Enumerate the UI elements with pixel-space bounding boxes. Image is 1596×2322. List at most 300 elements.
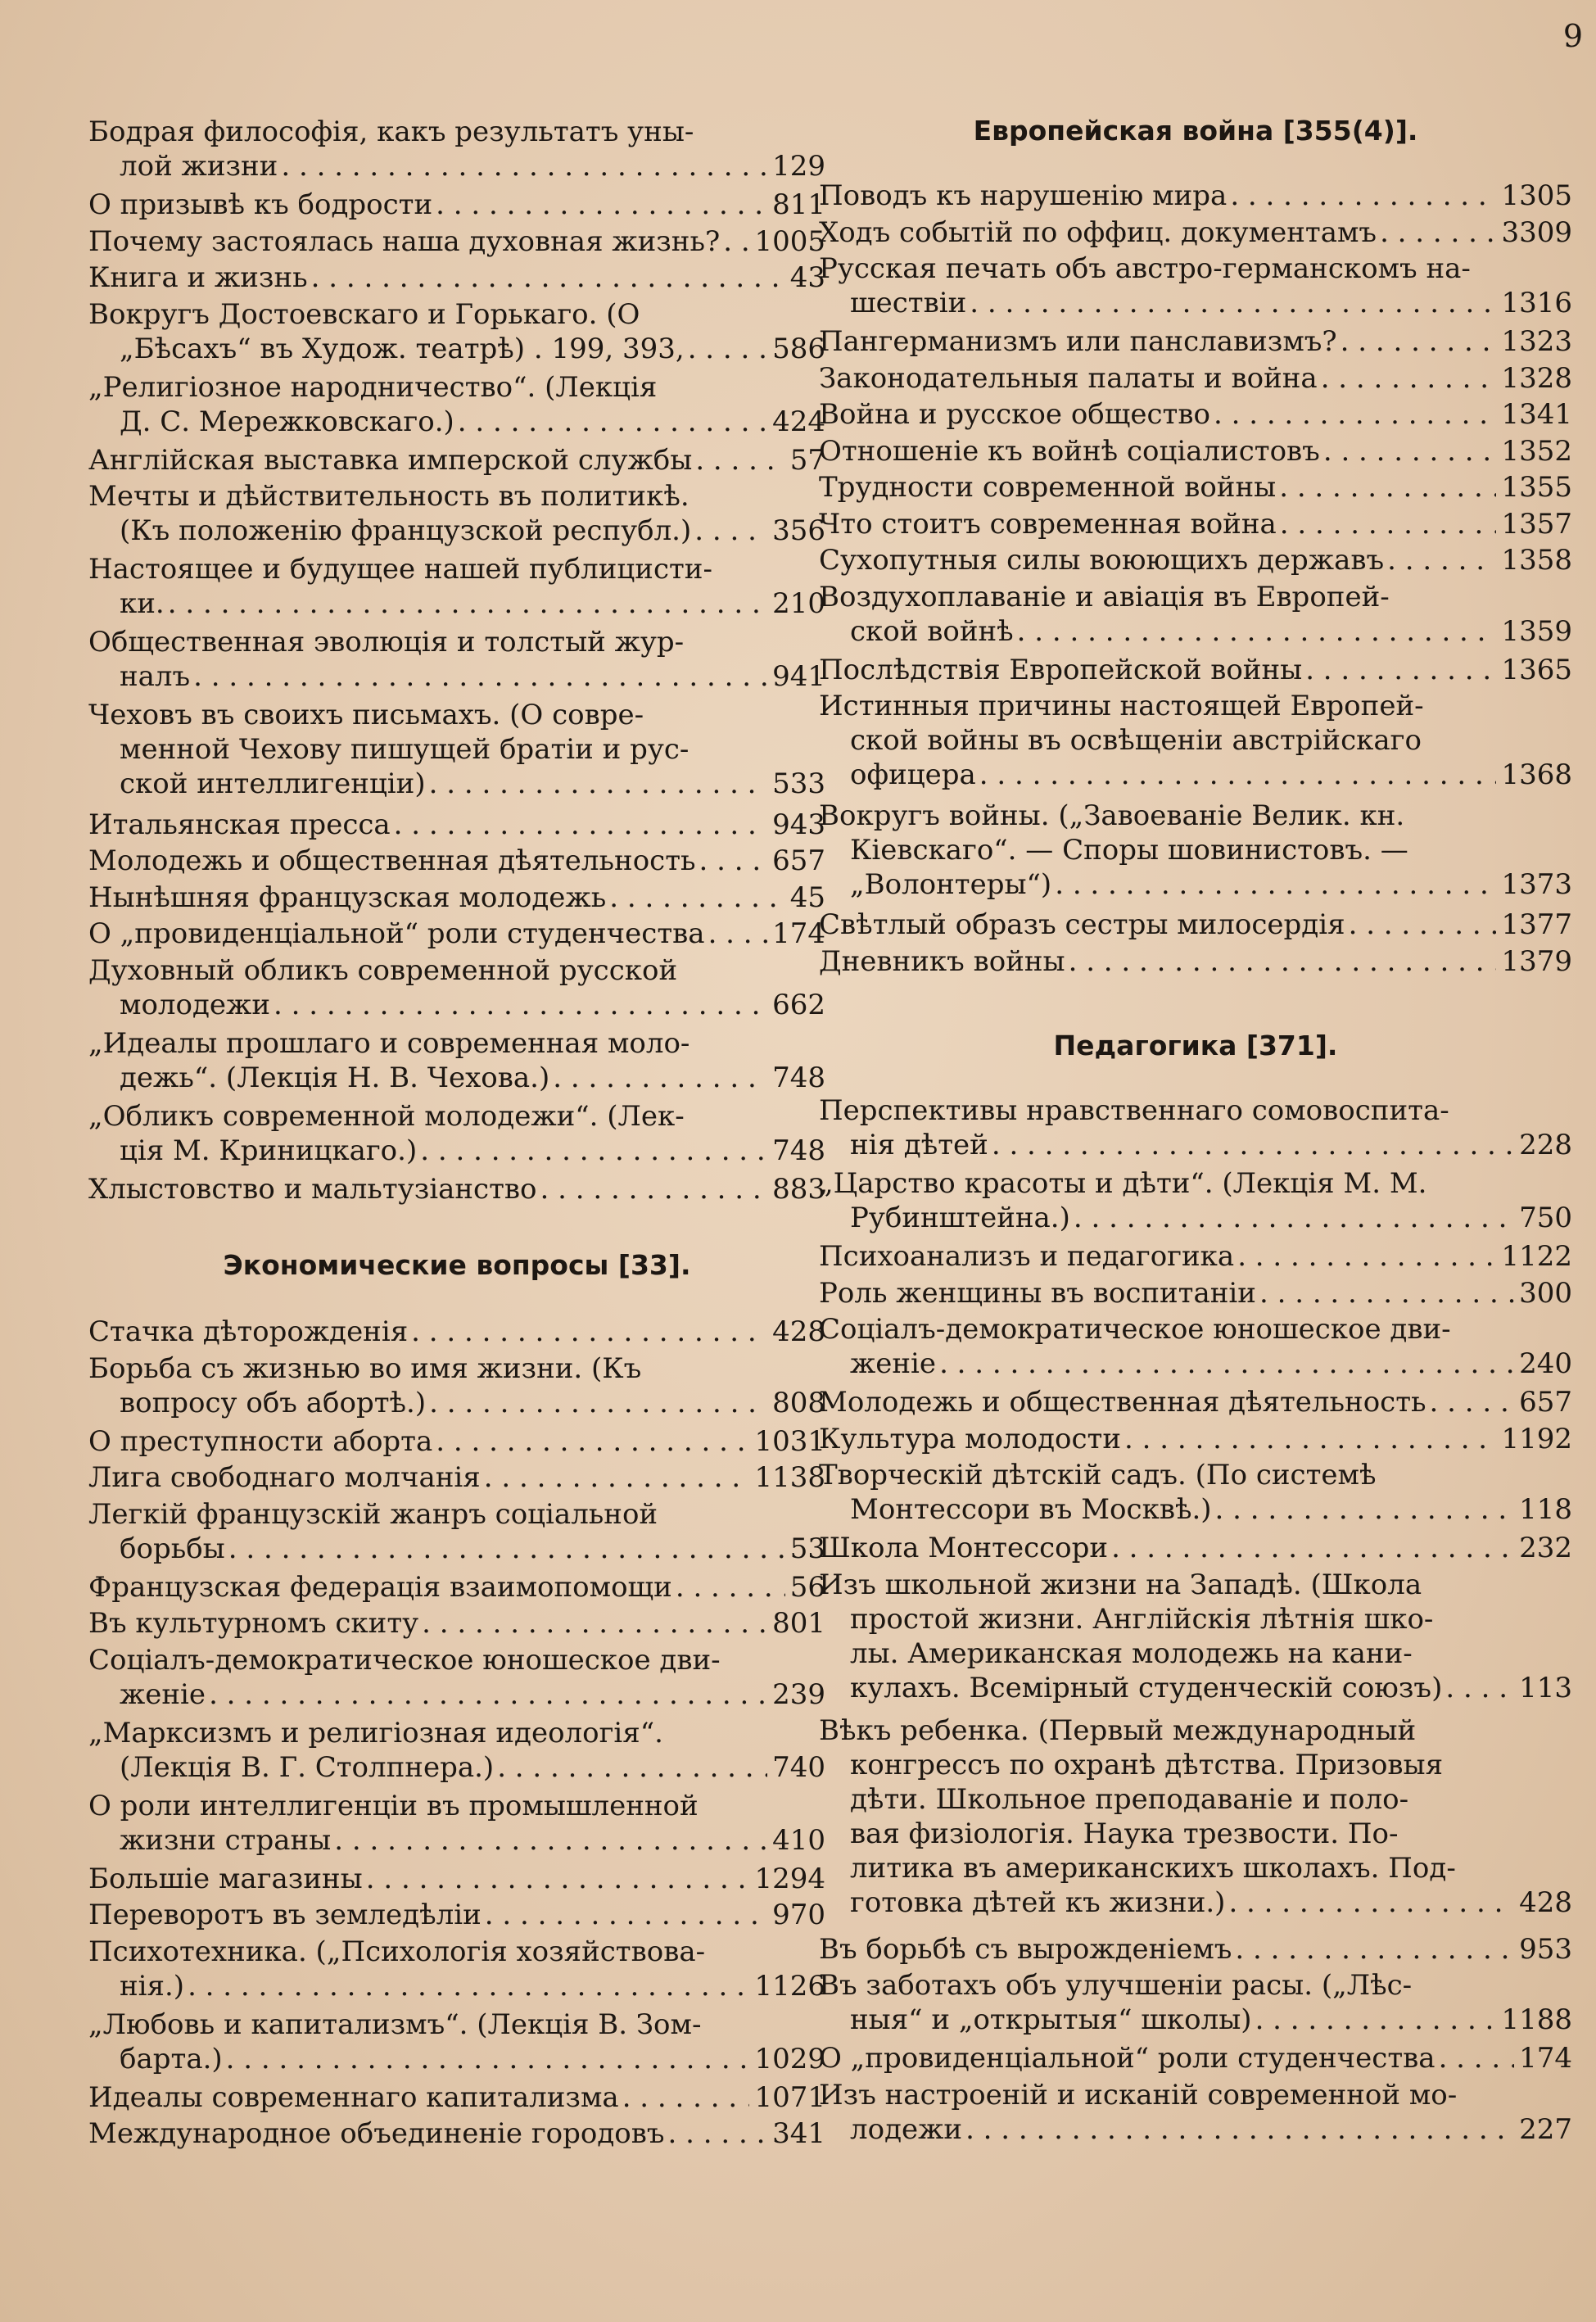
entry-title-line: „Идеалы прошлаго и современная моло- [88, 1026, 690, 1060]
leader-dots [1435, 2041, 1515, 2075]
entry-title-line: готовка дѣтей къ жизни.) [850, 1885, 1226, 1919]
toc-entry [88, 1716, 825, 1785]
leader-dots [1442, 1671, 1514, 1705]
toc-entry [819, 1932, 1572, 1967]
entry-page-number: 1355 [1501, 471, 1572, 504]
leader-dots [988, 1128, 1514, 1162]
toc-entry [88, 844, 825, 878]
entry-title-line: Трудности современной войны [819, 471, 1277, 504]
entry-page-number: 341 [772, 2117, 825, 2150]
entry-title-line: простой жизни. Англійскія лѣтнія шко- [850, 1602, 1434, 1636]
entry-title-line: дѣти. Школьное преподаваніе и поло- [850, 1782, 1409, 1816]
entry-page-number: 1341 [1501, 398, 1572, 431]
entry-page-number: 232 [1519, 1532, 1572, 1564]
entry-title-line: „Волонтеры“) [850, 867, 1052, 901]
leader-dots [1256, 1276, 1514, 1310]
leader-dots [720, 224, 749, 259]
toc-entry [819, 434, 1572, 468]
entry-title-line: ція М. Криницкаго.) [120, 1134, 418, 1167]
entry-page-number: 1005 [754, 224, 825, 258]
entry-title-line: Молодежь и общественная дѣятельность [88, 844, 696, 877]
entry-title-line: Молодежь и общественная дѣятельность [819, 1386, 1426, 1419]
entry-page-number: 210 [772, 587, 825, 620]
toc-entry [88, 1898, 825, 1932]
entry-page-number: 1373 [1501, 867, 1572, 901]
leader-dots [190, 659, 767, 694]
leader-dots [454, 405, 767, 439]
entry-page-number: 586 [772, 332, 825, 365]
entry-page-number: 129 [772, 150, 825, 183]
toc-entry [88, 1606, 825, 1641]
entry-title-line: Переворотъ въ земледѣліи [88, 1899, 482, 1931]
toc-entry [88, 1351, 825, 1420]
entry-page-number: 883 [772, 1172, 825, 1206]
entry-title-line: (Къ положенію французской республ.) [120, 514, 692, 547]
leader-dots [962, 2112, 1514, 2147]
entry-title-line: ской интеллигенціи) [120, 767, 426, 800]
toc-entry [819, 1385, 1572, 1419]
entry-title-line: Почему застоялась наша духовная жизнь? [88, 224, 721, 258]
leader-dots [225, 1532, 785, 1566]
leader-dots [1232, 1932, 1514, 1967]
leader-dots [432, 1424, 749, 1459]
leader-dots [165, 586, 767, 621]
entry-title-line: Творческій дѣтскій садъ. (По системѣ [819, 1459, 1377, 1491]
entry-page-number: 533 [772, 767, 825, 800]
entry-page-number: 1192 [1501, 1422, 1572, 1455]
entry-title-line: Вокругъ войны. („Завоеваніе Велик. кн. [819, 799, 1405, 832]
toc-entry [819, 1312, 1572, 1381]
entry-title-line: Большіе магазины [88, 1862, 363, 1895]
entry-title-line: Послѣдствія Европейской войны [819, 653, 1303, 686]
entry-title-line: Ходъ событій по оффиц. документамъ [819, 215, 1377, 249]
entry-title-line: Общественная эволюція и толстый жур- [88, 626, 685, 659]
entry-title-line: Вокругъ Достоевскаго и Горькаго. (О [88, 297, 640, 331]
entry-page-number: 356 [772, 514, 825, 547]
leader-dots [1225, 1885, 1514, 1920]
entry-page-number: 1126 [754, 1969, 825, 2003]
toc-entry [819, 2041, 1572, 2075]
entry-title-line: барта.) [120, 2042, 223, 2075]
entry-page-number: 428 [1519, 1885, 1572, 1919]
entry-title-line: Сухопутныя силы воюющихъ державъ [819, 544, 1385, 577]
leader-dots [1302, 653, 1496, 687]
entry-title-line: жизни страны [120, 1823, 332, 1857]
toc-entry [88, 808, 825, 842]
leader-dots [1345, 908, 1497, 942]
toc-entry [819, 689, 1572, 792]
toc-entry [88, 1315, 825, 1349]
leader-dots [1318, 361, 1497, 396]
entry-page-number: 1323 [1501, 325, 1572, 358]
entry-title-line: лой жизни [120, 150, 278, 183]
toc-entry [88, 1497, 825, 1566]
entry-page-number: 750 [1519, 1202, 1572, 1234]
entry-title-line: Соціалъ-демократическое юношеское дви- [819, 1313, 1451, 1346]
toc-entry [88, 188, 825, 222]
entry-page-number: 1122 [1501, 1240, 1572, 1273]
leader-dots [976, 758, 1497, 792]
toc-entry [88, 1424, 825, 1459]
entry-title-line: Настоящее и будущее нашей публицисти- [88, 553, 712, 586]
toc-entry [819, 543, 1572, 577]
entry-title-line: Школа Монтессори [819, 1532, 1109, 1564]
entry-page-number: 748 [772, 1061, 825, 1094]
entry-title-line: Борьба съ жизнью во имя жизни. (Къ [88, 1351, 642, 1385]
entry-title-line: Истинныя причины настоящей Европей- [819, 690, 1424, 722]
entry-title-line: Роль женщины въ воспитаніи [819, 1276, 1256, 1310]
leader-dots [278, 149, 767, 183]
leader-dots [1337, 324, 1497, 359]
entry-title-line: О „провиденціальной“ роли студенчества [88, 917, 705, 950]
entry-title-line: женіе [120, 1677, 206, 1711]
entry-page-number: 57 [789, 443, 825, 477]
entry-page-number: 118 [1519, 1493, 1572, 1526]
entry-title-line: нія.) [120, 1969, 185, 2003]
entry-page-number: 227 [1519, 2112, 1572, 2146]
entry-page-number: 1294 [754, 1862, 825, 1895]
entry-page-number: 801 [772, 1607, 825, 1640]
entry-title-line: нія дѣтей [850, 1129, 988, 1161]
entry-title-line: Хлыстовство и мальтузіанство [88, 1172, 537, 1206]
toc-entry [88, 698, 825, 801]
entry-title-line: Въ культурномъ скиту [88, 1607, 419, 1640]
toc-entry [819, 1093, 1572, 1162]
toc-entry [88, 1789, 825, 1858]
entry-title-line: кулахъ. Всемірный студенческій союзъ) [850, 1671, 1443, 1704]
leader-dots [936, 1347, 1514, 1381]
toc-entry [88, 297, 825, 366]
entry-title-line: Отношеніе къ войнѣ соціалистовъ [819, 434, 1320, 468]
entry-title-line: женіе [850, 1347, 937, 1380]
leader-dots [537, 1172, 768, 1206]
toc-entry [88, 370, 825, 439]
leader-dots [494, 1750, 767, 1785]
toc-entry [88, 1099, 825, 1168]
leader-dots [1384, 543, 1496, 577]
leader-dots [606, 880, 785, 915]
entry-page-number: 424 [772, 405, 825, 438]
entry-page-number: 1379 [1501, 944, 1572, 978]
entry-title-line: Въ борьбѣ съ вырожденіемъ [819, 1932, 1232, 1966]
entry-title-line: Нынѣшняя французская молодежь [88, 880, 607, 914]
entry-page-number: 174 [1519, 2042, 1572, 2075]
leader-dots [1252, 2003, 1497, 2037]
toc-entry [819, 361, 1572, 396]
entry-page-number: 657 [1519, 1386, 1572, 1419]
entry-title-line: „Бѣсахъ“ въ Худож. театрѣ) . 199, 393, [120, 332, 685, 365]
toc-entry [819, 944, 1572, 979]
entry-title-line: Итальянская пресса [88, 808, 391, 841]
entry-title-line: Международное объединеніе городовъ [88, 2117, 665, 2150]
toc-entry [819, 908, 1572, 942]
toc-entry [819, 251, 1572, 320]
toc-entry [88, 1172, 825, 1206]
entry-title-line: конгрессъ по охранѣ дѣтства. Призовыя [850, 1748, 1444, 1781]
entry-title-line: менной Чехову пишущей братіи и рус- [120, 733, 689, 766]
toc-entry [88, 953, 825, 1022]
toc-entry [819, 1276, 1572, 1310]
entry-page-number: 53 [789, 1532, 825, 1565]
leader-dots [408, 1315, 767, 1349]
toc-entry [819, 324, 1572, 359]
leader-dots [705, 917, 768, 951]
entry-page-number: 740 [772, 1750, 825, 1784]
entry-title-line: вая физіологія. Наука трезвости. По- [850, 1817, 1399, 1850]
leader-dots [1320, 434, 1497, 468]
entry-title-line: Перспективы нравственнаго сомовоспита- [819, 1094, 1449, 1127]
entry-page-number: 1352 [1501, 434, 1572, 468]
entry-title-line: литика въ американскихъ школахъ. Под- [850, 1851, 1456, 1885]
entry-title-line: Что стоитъ современная война [819, 507, 1277, 541]
toc-entry [819, 215, 1572, 250]
entry-title-line: ки. [120, 587, 165, 620]
entry-title-line: молодежи [120, 988, 270, 1021]
entry-page-number: 3309 [1501, 215, 1572, 249]
entry-title-line: Психоанализъ и педагогика [819, 1240, 1235, 1273]
toc-entry [819, 1458, 1572, 1527]
entry-title-line: борьбы [120, 1532, 225, 1565]
entry-page-number: 811 [772, 188, 825, 221]
entry-title-line: Рубинштейна.) [850, 1202, 1070, 1234]
leader-dots [665, 2116, 768, 2151]
entry-page-number: 657 [772, 844, 825, 877]
leader-dots [672, 1570, 785, 1605]
entry-page-number: 43 [789, 261, 825, 294]
entry-title-line: Идеалы современнаго капитализма [88, 2080, 619, 2114]
toc-entry [819, 1531, 1572, 1565]
toc-entry [819, 580, 1572, 649]
entry-title-line: ской войны въ освѣщеніи австрійскаго [850, 724, 1422, 757]
entry-page-number: 1358 [1501, 544, 1572, 577]
leader-dots [1051, 867, 1496, 902]
entry-title-line: Лига свободнаго молчанія [88, 1461, 481, 1494]
leader-dots [619, 2080, 750, 2115]
entry-page-number: 228 [1519, 1129, 1572, 1161]
entry-title-line: Дневникъ войны [819, 944, 1065, 978]
entry-page-number: 113 [1519, 1671, 1572, 1704]
entry-title-line: Пангерманизмъ или панславизмъ? [819, 325, 1337, 358]
entry-page-number: 1328 [1501, 361, 1572, 395]
leader-dots [481, 1460, 750, 1495]
entry-page-number: 239 [772, 1677, 825, 1711]
entry-title-line: Бодрая философія, какъ результатъ уны- [88, 115, 694, 148]
entry-page-number: 1365 [1501, 653, 1572, 686]
toc-entry [88, 224, 825, 259]
leader-dots [696, 844, 768, 878]
entry-title-line: Воздухоплаваніе и авіація въ Европей- [819, 580, 1390, 613]
entry-title-line: Психотехника. („Психологія хозяйствова- [88, 1935, 706, 1968]
entry-title-line: Духовный обликъ современной русской [88, 953, 678, 987]
entry-title-line: Свѣтлый образъ сестры милосердія [819, 908, 1345, 941]
entry-title-line: Монтессори въ Москвѣ.) [850, 1493, 1212, 1526]
entry-page-number: 410 [772, 1823, 825, 1857]
leader-dots [426, 767, 767, 801]
leader-dots [1426, 1385, 1515, 1419]
entry-title-line: Французская федерація взаимопомощи [88, 1570, 672, 1604]
entry-title-line: О призывѣ къ бодрости [88, 188, 433, 221]
leader-dots [426, 1386, 767, 1420]
toc-entry [88, 443, 825, 478]
entry-title-line: Книга и жизнь [88, 261, 308, 294]
entry-title-line: лодежи [850, 2112, 963, 2146]
leader-dots [1276, 470, 1496, 505]
leader-dots [1212, 1492, 1515, 1527]
toc-entry [88, 260, 825, 295]
entry-page-number: 941 [772, 660, 825, 693]
entry-title-line: Кіевскаго“. — Споры шовинистовъ. — [850, 833, 1408, 867]
entry-title-line: лы. Американская молодежь на кани- [850, 1636, 1413, 1670]
toc-entry [88, 880, 825, 915]
leader-dots [1108, 1531, 1514, 1565]
entry-title-line: Стачка дѣторожденія [88, 1315, 409, 1348]
leader-dots [1227, 179, 1496, 213]
entry-title-line: Поводъ къ нарушенію мира [819, 179, 1228, 212]
entry-page-number: 45 [789, 880, 825, 914]
entry-page-number: 943 [772, 808, 825, 841]
entry-title-line: вопросу объ абортѣ.) [120, 1386, 427, 1419]
entry-title-line: (Лекція В. Г. Столпнера.) [120, 1750, 495, 1784]
entry-page-number: 174 [772, 917, 825, 950]
leader-dots [692, 443, 784, 478]
toc-entry [819, 2078, 1572, 2147]
entry-title-line: „Царство красоты и дѣти“. (Лекція М. М. [819, 1167, 1427, 1200]
toc-entry [819, 507, 1572, 541]
entry-page-number: 1138 [754, 1461, 825, 1494]
leader-dots [685, 332, 767, 366]
leader-dots [1014, 614, 1497, 649]
toc-entry [88, 1570, 825, 1605]
entry-title-line: Культура молодости [819, 1422, 1121, 1455]
entry-page-number: 1368 [1501, 758, 1572, 791]
entry-title-line: Изъ настроеній и исканій современной мо- [819, 2078, 1458, 2112]
leader-dots [417, 1134, 767, 1168]
entry-page-number: 240 [1519, 1347, 1572, 1380]
toc-entry [88, 625, 825, 694]
entry-title-line: Д. С. Мережковскаго.) [120, 405, 454, 438]
entry-page-number: 1071 [754, 2080, 825, 2114]
entry-title-line: ской войнѣ [850, 614, 1014, 648]
leader-dots [1065, 944, 1497, 979]
toc-entry [88, 1862, 825, 1896]
entry-title-line: налъ [120, 660, 191, 693]
entry-page-number: 1305 [1501, 179, 1572, 212]
toc-entry [819, 1166, 1572, 1235]
leader-dots [966, 286, 1496, 320]
entry-title-line: шествіи [850, 287, 967, 319]
leader-dots [432, 188, 767, 222]
leader-dots [363, 1862, 750, 1896]
entry-page-number: 1031 [754, 1424, 825, 1458]
leader-dots [391, 808, 767, 842]
entry-page-number: 300 [1519, 1276, 1572, 1310]
toc-entry [88, 917, 825, 951]
entry-page-number: 953 [1519, 1932, 1572, 1966]
entry-title-line: О роли интеллигенціи въ промышленной [88, 1789, 699, 1822]
entry-title-line: „Марксизмъ и религіозная идеологія“. [88, 1716, 663, 1749]
toc-entry [819, 1239, 1572, 1274]
toc-entry [88, 1935, 825, 2003]
leader-dots [418, 1606, 767, 1641]
toc-entry [88, 552, 825, 621]
entry-page-number: 970 [772, 1899, 825, 1931]
entry-title-line: дежь“. (Лекція Н. В. Чехова.) [120, 1061, 550, 1094]
entry-page-number: 808 [772, 1386, 825, 1419]
entry-page-number: 1359 [1501, 614, 1572, 648]
leader-dots [331, 1823, 767, 1858]
toc-entry [819, 1422, 1572, 1456]
entry-title-line: Вѣкъ ребенка. (Первый международный [819, 1713, 1417, 1747]
leader-dots [1377, 215, 1496, 250]
entry-page-number: 1029 [754, 2042, 825, 2075]
leader-dots [270, 988, 767, 1022]
toc-entry [88, 2080, 825, 2115]
leader-dots [691, 514, 767, 548]
entry-title-line: „Обликъ современной молодежи“. (Лек- [88, 1099, 685, 1133]
toc-entry [819, 653, 1572, 687]
entry-page-number: 1377 [1501, 908, 1572, 941]
entry-title-line: Легкій французскій жанръ соціальной [88, 1497, 658, 1531]
entry-title-line: Чеховъ въ своихъ письмахъ. (О совре- [88, 699, 644, 731]
section-heading-war: Европейская война [355(4)]. [973, 115, 1418, 147]
leader-dots [206, 1677, 767, 1712]
leader-dots [1277, 507, 1497, 541]
entry-page-number: 748 [772, 1134, 825, 1167]
leader-dots [549, 1061, 767, 1095]
section-heading-pedagogy: Педагогика [371]. [1053, 1030, 1338, 1061]
entry-title-line: Законодательныя палаты и война [819, 361, 1318, 395]
toc-entry [819, 1713, 1572, 1920]
toc-entry [88, 479, 825, 548]
leader-dots [1070, 1201, 1514, 1235]
entry-title-line: „Религіозное народничество“. (Лекція [88, 370, 658, 404]
leader-dots [1210, 397, 1497, 432]
leader-dots [482, 1898, 767, 1932]
entry-page-number: 1357 [1501, 507, 1572, 541]
entry-page-number: 662 [772, 988, 825, 1021]
entry-title-line: Соціалъ-демократическое юношеское дви- [88, 1643, 721, 1677]
entry-title-line: ныя“ и „открытыя“ школы) [850, 2003, 1252, 2036]
leader-dots [1234, 1239, 1496, 1274]
entry-page-number: 1188 [1501, 2003, 1572, 2036]
entry-title-line: Въ заботахъ объ улучшеніи расы. („Лѣс- [819, 1969, 1413, 2002]
toc-entry [88, 1643, 825, 1712]
toc-entry [819, 470, 1572, 505]
toc-entry [88, 1460, 825, 1495]
toc-entry [819, 397, 1572, 432]
entry-title-line: Война и русское общество [819, 398, 1210, 431]
entry-title-line: Русская печать объ австро-германскомъ на- [819, 252, 1471, 285]
entry-title-line: офицера [850, 758, 976, 791]
section-heading-economics: Экономические вопросы [33]. [223, 1249, 691, 1281]
leader-dots [308, 260, 785, 295]
toc-entry [819, 179, 1572, 213]
leader-dots [1121, 1422, 1496, 1456]
entry-title-line: „Любовь и капитализмъ“. (Лекція В. Зом- [88, 2007, 702, 2041]
page-number: 9 [1562, 18, 1585, 54]
leader-dots [223, 2042, 750, 2076]
toc-entry [88, 2007, 825, 2076]
entry-page-number: 1316 [1501, 287, 1572, 319]
entry-title-line: Англійская выставка имперской службы [88, 443, 693, 477]
toc-entry [88, 1026, 825, 1095]
entry-title-line: Изъ школьной жизни на Западѣ. (Школа [819, 1568, 1422, 1601]
entry-page-number: 56 [789, 1570, 825, 1604]
toc-entry [819, 799, 1572, 902]
leader-dots [184, 1969, 749, 2003]
toc-entry [88, 2116, 825, 2151]
entry-title-line: Мечты и дѣйствительность въ политикѣ. [88, 480, 689, 513]
